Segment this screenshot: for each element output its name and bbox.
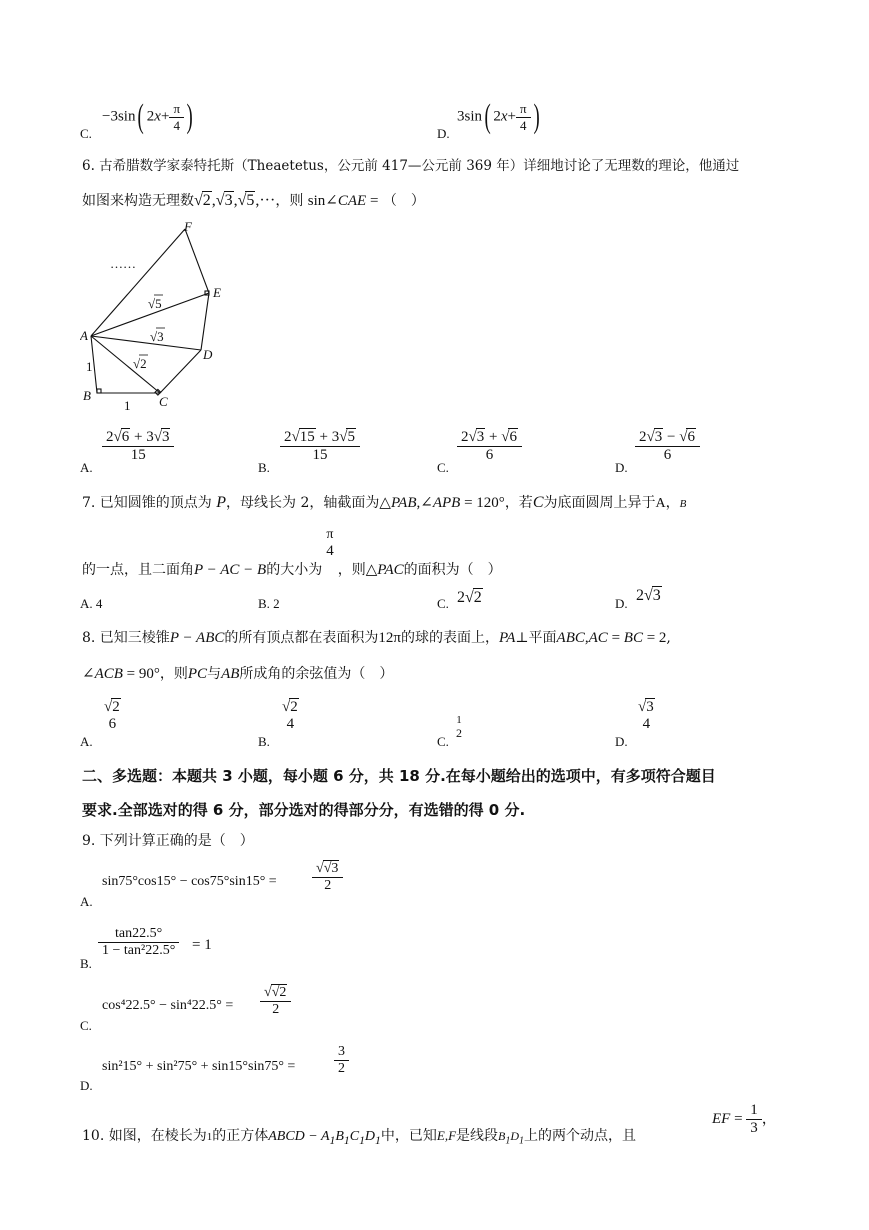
q6-figure (80, 218, 240, 418)
q7-option-c-value: 2√2 (457, 589, 482, 606)
ellipsis-label: …… (110, 256, 136, 271)
point-label-d: D (203, 347, 213, 362)
option-fraction: $\frac{√√3}{2}$ (312, 860, 343, 894)
point-label-b: B (83, 388, 91, 403)
section2-line1: 二、多选题：本题共 3 小题，每小题 6 分，共 18 分.在每小题给出的选项中，有多项符合题目 (82, 767, 716, 785)
q6-blank: （ ） (382, 193, 425, 209)
q8-stem-line2: ∠ACB = 90°，则PC与AB所成角的余弦值为（ ） (82, 666, 394, 682)
option-label: D. (615, 734, 628, 749)
option-label: A. (80, 734, 93, 749)
section2-line2: 要求.全部选对的得 6 分，部分选对的得部分分，有选错的得 0 分. (82, 801, 526, 819)
q7-option-c: C. (437, 596, 449, 611)
option-fraction: $\frac{\tan 22.5^\circ}{\text{1 − tan²22.5°}}$ (98, 926, 179, 959)
edge-label-ab: 1 (86, 359, 93, 374)
q7-stem-line2: 的一点，且二面角P − AC − B的大小为 π 4 ，则△PAC的面积为（ ） (82, 527, 502, 578)
q8-option-c-value: 1 2 (456, 714, 462, 740)
option-expr: −3sin( 2x+ $\frac{\pi}{4}$ ) (102, 98, 193, 135)
q6-line2-prefix: 如图来构造无理数 (82, 193, 194, 209)
option-rhs: = 1 (192, 937, 212, 953)
point-label-e: E (213, 285, 221, 300)
point-label-a: A (80, 328, 88, 343)
q8-option-d-value: √3 4 (638, 699, 654, 732)
q6-stem-line1: 6. 古希腊数学家泰特托斯（Theaetetus，公元前 417—公元前 369 年）详细地讨论了无理数的理论，他通过 (82, 158, 740, 174)
q7-stem-line1: 7. 已知圆锥的顶点为 P，母线长为 2，轴截面为△PAB,∠APB = 120°，若C为底面圆周上异于A，B (82, 494, 687, 511)
option-label: B. (258, 734, 270, 749)
option-label: D. (437, 126, 450, 141)
q7-option-b: B. 2 (258, 596, 280, 611)
option-fraction: $\frac{2√6 + 3√3}{15}$ (102, 428, 174, 464)
edge-label-sqrt2: √2 (133, 356, 147, 371)
q7-option-d: D. (615, 596, 628, 611)
option-expr: sin²15° + sin²75° + sin15°sin75° = (102, 1059, 296, 1074)
option-label: C. (80, 126, 92, 141)
option-expr: 3sin( 2x+ $\frac{\pi}{4}$ ) (457, 98, 540, 135)
edge-label-bc: 1 (124, 398, 131, 413)
option-expr: sin75°cos15° − cos75°sin15° = (102, 874, 277, 889)
option-fraction: $\frac{2√3 + √6}{6}$ (457, 428, 522, 464)
q6-line2-suffix: ，则 (275, 193, 304, 209)
q6-stem-line2: 如图来构造无理数√2,√3,√5,···，则 sin∠CAE = （ ） (82, 192, 425, 209)
option-fraction: $\frac{2√3 - √6}{6}$ (635, 428, 700, 464)
q9-stem: 9. 下列计算正确的是（ ） (82, 833, 254, 849)
option-fraction: $\frac{3}{2}$ (334, 1044, 349, 1077)
option-fraction: $\frac{2√15 + 3√5}{15}$ (280, 428, 360, 464)
q8-options (80, 698, 780, 750)
q7-option-d-value: 2√3 (636, 587, 661, 604)
option-label: C. (437, 460, 449, 475)
q8-stem-line1: 8. 已知三棱锥P − ABC的所有顶点都在表面积为12π的球的表面上，PA⊥平面ABC,AC = BC = 2, (82, 630, 671, 646)
option-label: C. (437, 734, 449, 749)
q7-option-a: A. 4 (80, 596, 103, 611)
point-label-f: F (184, 219, 192, 234)
edge-label-sqrt3: √3 (150, 329, 164, 344)
option-fraction: $\frac{√√2}{2}$ (260, 984, 291, 1018)
q7-options (80, 587, 780, 614)
q8-option-a-value: √2 6 (104, 699, 120, 732)
q10-ef-expr: EF = $\frac{1}{3}$ ， (712, 1102, 777, 1136)
option-label: B. (258, 460, 270, 475)
option-expr: cos⁴22.5° − sin⁴22.5° = (102, 998, 234, 1013)
option-label: D. (615, 460, 628, 475)
point-label-c: C (159, 394, 168, 409)
edge-label-sqrt5: √5 (148, 296, 162, 311)
option-label: A. (80, 460, 93, 475)
q8-option-b-value: √2 4 (282, 699, 298, 732)
q10-stem-line1: 10. 如图，在棱长为1的正方体ABCD − $A_1B_1C_1D_1$中，已知E,F是线段$B_1D_1$上的两个动点，且 (82, 1128, 637, 1147)
